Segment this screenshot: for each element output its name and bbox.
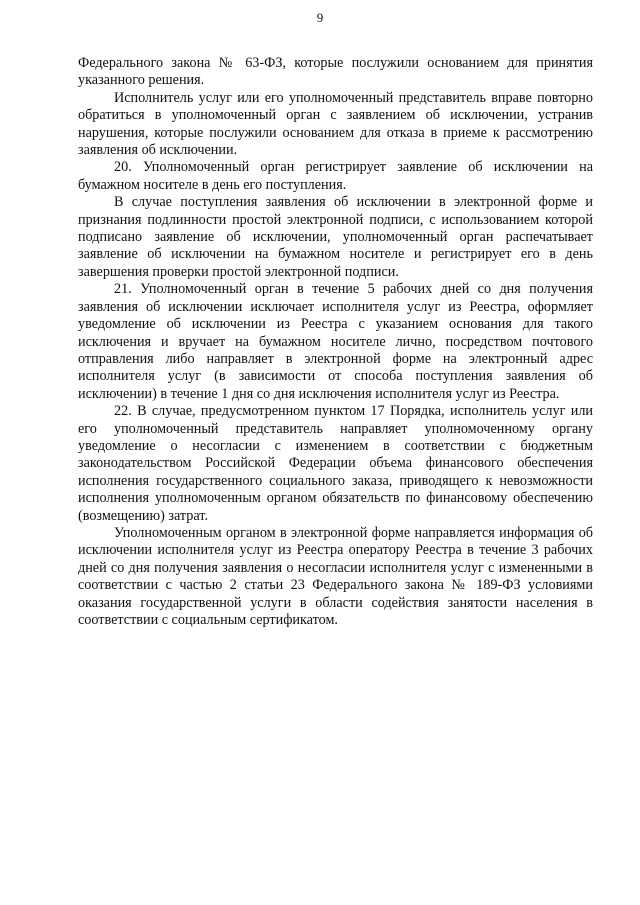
document-body xyxy=(78,55,593,629)
paragraph-2: Исполнитель услуг или его уполномоченный представитель вправе повторно обратиться в уполномоченный орган с заявлением об исключении, устранив нарушения, которые послужили основанием для отказа в приеме к рассмотрению заявления об исключении. xyxy=(78,89,593,159)
paragraph-4: В случае поступления заявления об исключении в электронной форме и признания подлинности простой электронной подписи, с использованием которой подписано заявление об исключении, уполномоченный орган распечатывает заявление об исключении на бумажном носителе и регистрирует его в день завершения проверки простой электронной подписи. xyxy=(78,194,593,280)
paragraph-1: Федерального закона № 63-ФЗ, которые послужили основанием для принятия указанного решения. xyxy=(78,55,593,89)
paragraph-3: 20. Уполномоченный орган регистрирует заявление об исключении на бумажном носителе в день его поступления. xyxy=(78,159,593,193)
paragraph-5: 21. Уполномоченный орган в течение 5 рабочих дней со дня получения заявления об исключении исключает исполнителя услуг из Реестра, оформляет уведомление об исключении из Реестра с указанием основания для такого исключения и вручает на бумажном носителе лично, посредством почтового отправления либо направляет в электронной форме на электронный адрес исполнителя услуг (в зависимости от способа поступления заявления об исключении) в течение 1 дня со дня исключения исполнителя услуг из Реестра. xyxy=(78,281,593,402)
paragraph-6: 22. В случае, предусмотренном пунктом 17 Порядка, исполнитель услуг или его уполномоченный представитель направляет уполномоченному органу уведомление о несогласии с изменением в соответствии с бюджетным законодательством Российской Федерации объема финансового обеспечения исполнения государственного социального заказа, приводящего к невозможности исполнения уполномоченным органом обязательств по финансовому обеспечению (возмещению) затрат. xyxy=(78,403,593,524)
page-number: 9 xyxy=(316,10,324,25)
paragraph-7: Уполномоченным органом в электронной форме направляется информация об исключении исполнителя услуг из Реестра оператору Реестра в течение 3 рабочих дней со дня получения заявления о несогласии исполнителя услуг с измененными в соответствии с частью 2 статьи 23 Федерального закона № 189-ФЗ условиями оказания государственной услуги в области содействия занятости населения в соответствии с социальным сертификатом. xyxy=(78,524,593,628)
